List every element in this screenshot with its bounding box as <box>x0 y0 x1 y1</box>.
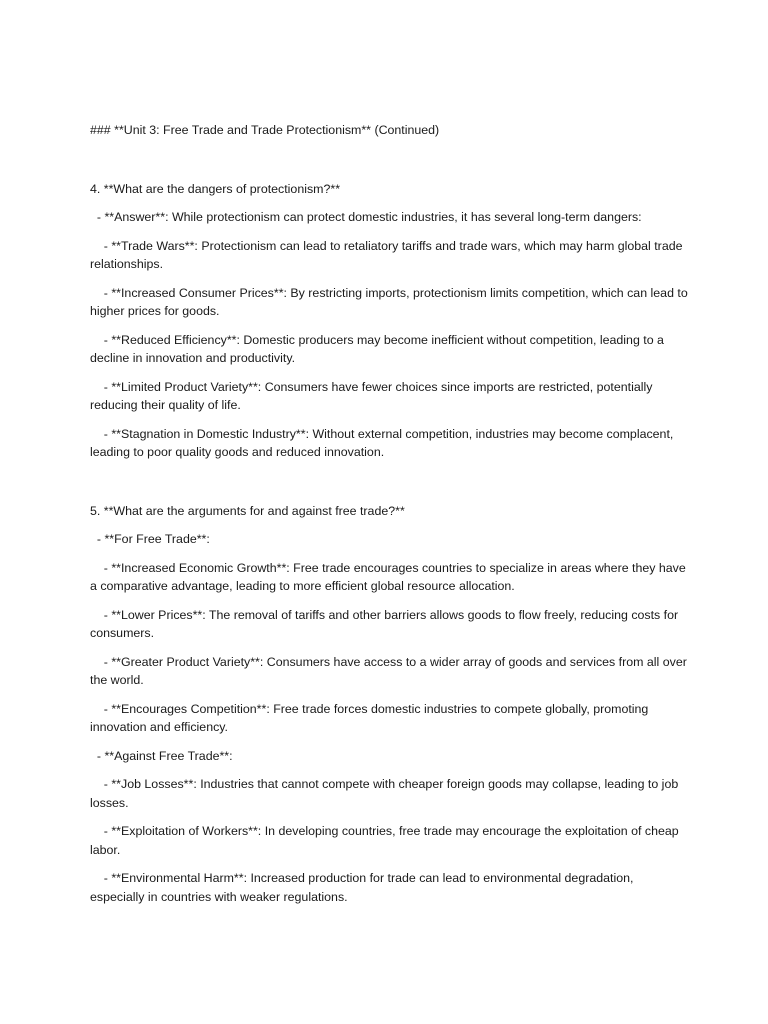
unit-heading: ### **Unit 3: Free Trade and Trade Protectionism** (Continued) <box>90 123 440 137</box>
danger-item-reduced-efficiency: - **Reduced Efficiency**: Domestic producers may become inefficient without competition, leading to a decline in innovation and productivity. <box>90 332 668 365</box>
danger-item-consumer-prices: - **Increased Consumer Prices**: By restricting imports, protectionism limits competition, which can lead to higher prices for goods. <box>90 285 692 318</box>
danger-item-product-variety: - **Limited Product Variety**: Consumers have fewer choices since imports are restricted, potentially reducing their quality of life. <box>90 379 656 412</box>
against-item-exploitation: - **Exploitation of Workers**: In developing countries, free trade may encourage the exploitation of cheap labor. <box>90 824 683 857</box>
danger-item-stagnation: - **Stagnation in Domestic Industry**: Without external competition, industries may become complacent, leading to poor quality goods and reduced innovation. <box>90 426 677 459</box>
danger-item-trade-wars: - **Trade Wars**: Protectionism can lead to retaliatory tariffs and trade wars, which may harm global trade relationships. <box>90 238 686 271</box>
for-item-competition: - **Encourages Competition**: Free trade forces domestic industries to compete globally, promoting innovation and efficiency. <box>90 701 652 734</box>
for-item-economic-growth: - **Increased Economic Growth**: Free trade encourages countries to specialize in areas where they have a comparative advantage, leading to more efficient global resource allocation. <box>90 560 690 593</box>
question-4: 4. **What are the dangers of protectionism?** <box>90 181 341 196</box>
for-free-trade-label: - **For Free Trade**: <box>90 532 210 546</box>
against-free-trade-label: - **Against Free Trade**: <box>90 748 233 763</box>
for-item-lower-prices: - **Lower Prices**: The removal of tariffs and other barriers allows goods to flow freely, reducing costs for consumers. <box>90 607 682 640</box>
question-5: 5. **What are the arguments for and against free trade?** <box>90 503 405 518</box>
for-item-product-variety: - **Greater Product Variety**: Consumers have access to a wider array of goods and services from all over the world. <box>90 654 691 687</box>
document-body <box>90 121 690 916</box>
against-item-job-losses: - **Job Losses**: Industries that cannot compete with cheaper foreign goods may collapse, leading to job losses. <box>90 777 682 810</box>
against-item-environmental-harm: - **Environmental Harm**: Increased production for trade can lead to environmental degradation, especially in countries with weaker regulations. <box>90 871 637 904</box>
answer-label: - **Answer**: While protectionism can protect domestic industries, it has several long-term dangers: <box>90 210 642 224</box>
